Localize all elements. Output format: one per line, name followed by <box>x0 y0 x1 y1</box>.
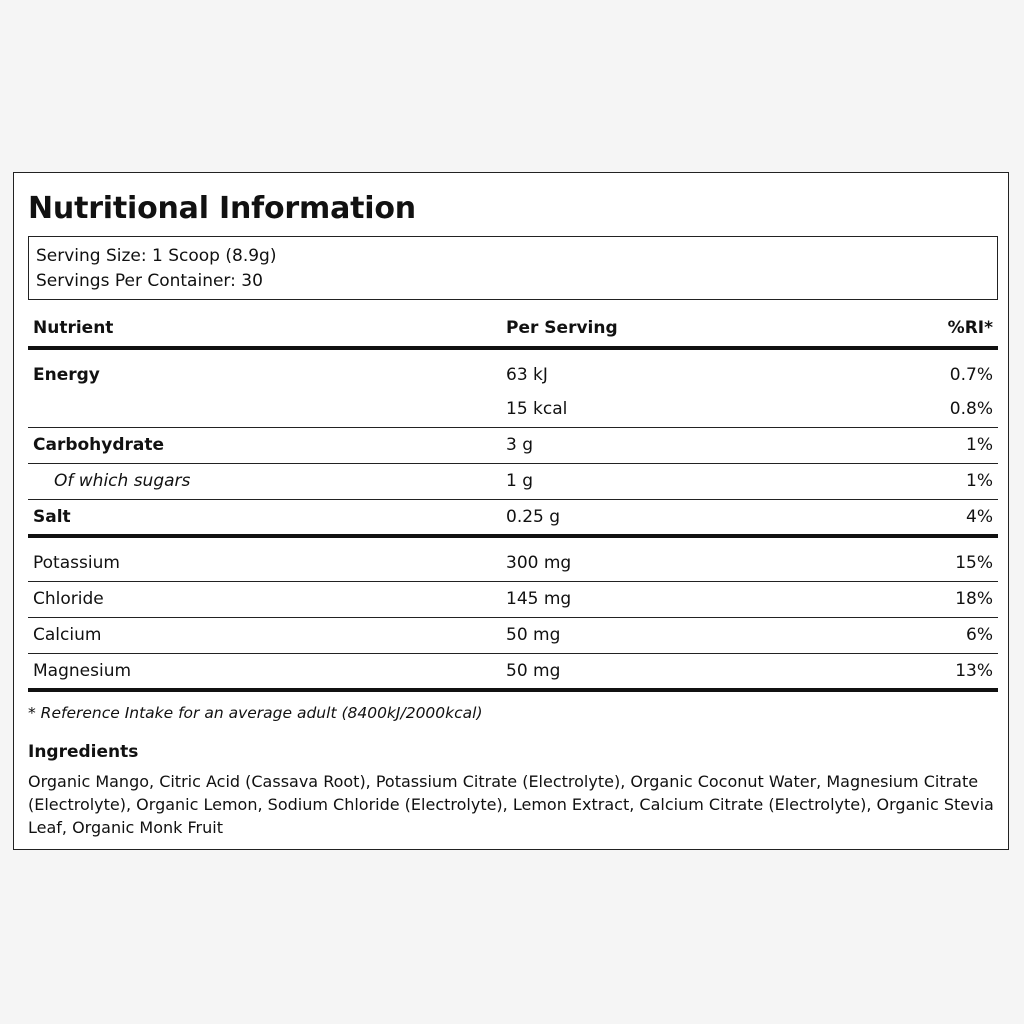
nutrient-name: Calcium <box>33 625 102 645</box>
header-per-serving: Per Serving <box>506 318 618 338</box>
per-serving-value: 50 mg <box>506 661 561 681</box>
nutrient-name: Magnesium <box>33 661 132 681</box>
table-row-magnesium <box>28 654 998 692</box>
table-row-chloride <box>28 582 998 618</box>
table-row-potassium <box>28 538 998 582</box>
nutrient-name: Potassium <box>33 553 120 573</box>
nutrient-name: Of which sugars <box>54 471 191 491</box>
serving-info-box <box>28 236 998 300</box>
per-serving-value: 300 mg <box>506 553 572 573</box>
header-nutrient: Nutrient <box>33 318 114 338</box>
ri-value: 1% <box>966 435 993 455</box>
nutrition-label <box>13 172 1009 850</box>
nutrient-name: Carbohydrate <box>33 435 165 455</box>
per-serving-value: 145 mg <box>506 589 572 609</box>
per-serving-value: 1 g <box>506 471 534 491</box>
energy-kj-ri: 0.7% <box>949 365 993 385</box>
nutrition-table <box>28 310 998 692</box>
table-row-carbohydrate <box>28 428 998 464</box>
ri-value: 4% <box>966 507 993 527</box>
label-title: Nutritional Information <box>28 191 416 226</box>
ingredients-list: Organic Mango, Citric Acid (Cassava Root), Potassium Citrate (Electrolyte), Organic Coconut Water, Magnesium Citrate (Electrolyte), Organic Lemon, Sodium Chloride (Electrolyte), Lemon Extract, Calcium Citrate (Electrolyte), Organic Stevia Leaf, Organic Monk Fruit <box>28 772 994 837</box>
ri-value: 6% <box>966 625 993 645</box>
per-serving-value: 0.25 g <box>506 507 561 527</box>
per-serving-value: 50 mg <box>506 625 561 645</box>
nutrient-name: Energy <box>33 365 100 385</box>
table-header-row <box>28 310 998 350</box>
table-row-salt <box>28 500 998 538</box>
table-row-calcium <box>28 618 998 654</box>
ingredients-heading: Ingredients <box>28 742 139 762</box>
table-row-sugars <box>28 464 998 500</box>
nutrient-name: Salt <box>33 507 71 527</box>
nutrient-name: Chloride <box>33 589 104 609</box>
energy-kj-value: 63 kJ <box>506 365 548 385</box>
servings-per-container: Servings Per Container: 30 <box>36 271 263 291</box>
serving-size: Serving Size: 1 Scoop (8.9g) <box>36 246 277 266</box>
ri-value: 15% <box>955 553 993 573</box>
table-row-energy <box>28 350 998 428</box>
energy-kcal-value: 15 kcal <box>506 399 568 419</box>
header-ri: %RI* <box>947 318 993 338</box>
reference-intake-footnote: * Reference Intake for an average adult (8400kJ/2000kcal) <box>28 704 483 722</box>
ri-value: 13% <box>955 661 993 681</box>
per-serving-value: 3 g <box>506 435 534 455</box>
energy-kcal-ri: 0.8% <box>949 399 993 419</box>
ri-value: 1% <box>966 471 993 491</box>
ri-value: 18% <box>955 589 993 609</box>
